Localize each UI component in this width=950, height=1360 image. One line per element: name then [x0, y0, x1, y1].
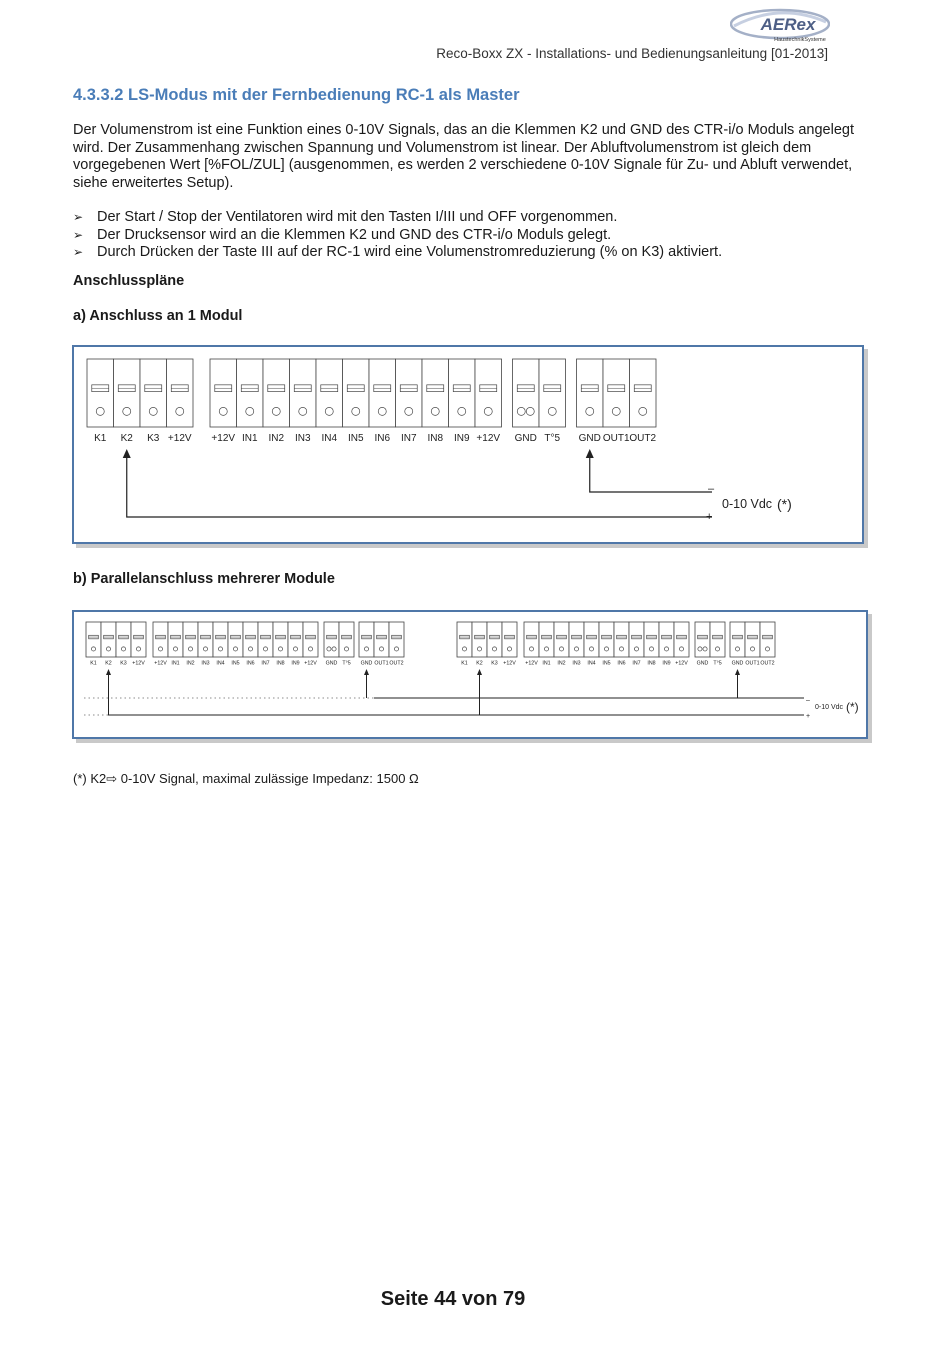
terminal-label: IN5 [231, 660, 240, 667]
terminal-in7 [396, 359, 423, 444]
terminal-k1 [87, 359, 114, 444]
k2-wire [127, 455, 712, 517]
terminal-in1 [539, 622, 554, 666]
terminal-label: IN4 [216, 660, 225, 667]
terminal-in2 [554, 622, 569, 666]
terminal-label: GND [578, 433, 601, 444]
terminal-t5 [710, 622, 725, 666]
terminal-12v [524, 622, 539, 666]
document-header-title: Reco-Boxx ZX - Installations- und Bedienungsanleitung [01-2013] [436, 46, 828, 61]
terminal-k1 [86, 622, 101, 666]
terminal-in9 [449, 359, 476, 444]
list-item: ➢ Durch Drücken der Taste III auf der RC-1 wird eine Volumenstromreduzierung (% on K3) aktiviert. [73, 244, 723, 260]
arrow-bullet-icon: ➢ [73, 210, 84, 224]
terminal-label: K3 [491, 660, 498, 667]
terminal-label: K2 [105, 660, 112, 667]
terminal-label: K3 [147, 433, 160, 444]
terminal-in7 [258, 622, 273, 666]
terminal-label: IN9 [291, 660, 300, 667]
terminal-k3 [487, 622, 502, 666]
terminal-in4 [213, 622, 228, 666]
terminal-label: IN6 [246, 660, 255, 667]
terminal-label: OUT1 [374, 660, 389, 667]
terminal-label: +12V [525, 660, 538, 667]
minus-label: – [806, 697, 810, 704]
wiring-diagram-parallel-modules [72, 610, 868, 739]
terminal-12v [303, 622, 318, 666]
terminal-out2 [389, 622, 404, 666]
terminal-label: K1 [94, 433, 107, 444]
terminal-label: GND [731, 660, 744, 667]
terminal-k1 [457, 622, 472, 666]
terminal-in2 [183, 622, 198, 666]
terminal-in9 [659, 622, 674, 666]
terminal-k2 [114, 359, 141, 444]
svg-text:AERex: AERex [760, 15, 816, 34]
terminal-label: IN7 [632, 660, 641, 667]
bullet-list [73, 209, 873, 262]
terminal-label: OUT1 [745, 660, 760, 667]
subheading-parallel-modules: b) Parallelanschluss mehrerer Module [73, 571, 335, 587]
terminal-k2 [472, 622, 487, 666]
terminal-label: IN4 [587, 660, 596, 667]
terminal-label: K1 [461, 660, 468, 667]
terminal-in4 [584, 622, 599, 666]
terminal-in6 [243, 622, 258, 666]
arrow-up-icon [123, 449, 131, 458]
arrow-up-icon [364, 669, 369, 675]
terminal-t5 [339, 622, 354, 666]
terminal-in5 [228, 622, 243, 666]
terminal-label: IN9 [662, 660, 671, 667]
terminal-label: IN4 [321, 433, 338, 444]
terminal-label: OUT1 [602, 433, 630, 444]
terminal-label: IN9 [453, 433, 470, 444]
terminal-in8 [273, 622, 288, 666]
terminal-in4 [316, 359, 343, 444]
terminal-label: +12V [211, 433, 236, 444]
terminal-label: IN1 [171, 660, 180, 667]
terminal-12v [167, 359, 194, 444]
aerex-logo [730, 8, 830, 44]
terminal-label: IN7 [400, 433, 417, 444]
svg-text:HaustechnikSysteme: HaustechnikSysteme [774, 37, 826, 43]
terminal-in8 [422, 359, 449, 444]
wiring-diagram-single-module [72, 345, 864, 544]
section-title: 4.3.3.2 LS-Modus mit der Fernbedienung RC-1 als Master [73, 86, 520, 104]
terminal-label: IN5 [602, 660, 611, 667]
terminal-out1 [745, 622, 760, 666]
terminal-label: +12V [476, 433, 501, 444]
terminal-label: IN6 [374, 433, 391, 444]
terminal-label: T°5 [713, 660, 722, 667]
terminal-in3 [569, 622, 584, 666]
terminal-label: IN2 [268, 433, 285, 444]
terminal-in1 [168, 622, 183, 666]
terminal-12v [131, 622, 146, 666]
terminal-label: IN8 [276, 660, 285, 667]
arrow-up-icon [735, 669, 740, 675]
section-paragraph: Der Volumenstrom ist eine Funktion eines 0-10V Signals, das an die Klemmen K2 und GND des CTR-i/o Moduls angelegt wird. Der Zusammenhang zwischen Spannung und Volumenstrom ist linear. Der Abluftvolumenstrom ist gleich dem vorgegebenen Wert [%FOL/ZUL] (ausgenommen, es werden 2 verschiedene 0-10V Signale für Zu- und Abluft verwendet, siehe erweitertes Setup). [73, 122, 854, 191]
terminal-in7 [629, 622, 644, 666]
arrow-up-icon [586, 449, 594, 458]
page-number: Seite 44 von 79 [380, 1288, 526, 1310]
terminal-label: K2 [120, 433, 133, 444]
terminal-in3 [290, 359, 317, 444]
terminal-out2 [629, 359, 656, 444]
plus-label: + [706, 511, 713, 523]
terminal-label: IN3 [201, 660, 210, 667]
terminal-label: GND [514, 433, 537, 444]
arrow-bullet-icon: ➢ [73, 227, 84, 242]
terminal-gnd [324, 622, 339, 666]
subheading-single-module: a) Anschluss an 1 Modul [73, 308, 243, 324]
terminal-label: +12V [132, 660, 145, 667]
terminal-gnd [730, 622, 745, 666]
terminal-12v [475, 359, 502, 444]
minus-label: – [708, 483, 715, 495]
terminal-label: OUT2 [389, 660, 404, 667]
terminal-gnd [577, 359, 604, 444]
terminal-gnd [695, 622, 710, 666]
terminal-k3 [140, 359, 167, 444]
signal-note: (*) [777, 496, 792, 512]
terminal-label: +12V [167, 433, 192, 444]
list-item: ➢ Der Drucksensor wird an die Klemmen K2 und GND des CTR-i/o Moduls gelegt. [73, 226, 612, 243]
terminal-label: K2 [476, 660, 483, 667]
footnote: (*) K2⇨ 0-10V Signal, maximal zulässige Impedanz: 1500 Ω [73, 771, 419, 786]
terminal-t5 [539, 359, 566, 444]
terminal-label: IN3 [294, 433, 311, 444]
terminal-in5 [599, 622, 614, 666]
terminal-label: IN1 [241, 433, 258, 444]
terminal-label: T°5 [342, 660, 351, 667]
connection-plans-heading: Anschlusspläne [73, 273, 185, 289]
terminal-in1 [237, 359, 264, 444]
terminal-in5 [343, 359, 370, 444]
terminal-12v [210, 359, 237, 444]
terminal-label: +12V [304, 660, 317, 667]
terminal-label: IN7 [261, 660, 270, 667]
terminal-label: GND [325, 660, 338, 667]
arrow-bullet-icon: ➢ [73, 245, 84, 259]
terminal-k2 [101, 622, 116, 666]
terminal-label: GND [360, 660, 373, 667]
terminal-12v [674, 622, 689, 666]
terminal-12v [153, 622, 168, 666]
terminal-label: +12V [675, 660, 688, 667]
terminal-gnd [513, 359, 540, 444]
terminal-label: OUT2 [629, 433, 657, 444]
terminal-label: IN3 [572, 660, 581, 667]
terminal-out2 [760, 622, 775, 666]
signal-label: 0-10 Vdc [815, 704, 844, 711]
terminal-out1 [374, 622, 389, 666]
terminal-12v [502, 622, 517, 666]
signal-note: (*) [846, 700, 859, 714]
arrow-up-icon [477, 669, 482, 675]
terminal-label: IN5 [347, 433, 364, 444]
terminal-label: IN8 [427, 433, 444, 444]
terminal-label: GND [696, 660, 709, 667]
terminal-label: +12V [154, 660, 167, 667]
arrow-up-icon [106, 669, 111, 675]
list-item: ➢ Der Start / Stop der Ventilatoren wird mit den Tasten I/III und OFF vorgenommen. [73, 209, 618, 225]
terminal-label: K3 [120, 660, 127, 667]
terminal-label: K1 [90, 660, 97, 667]
terminal-label: OUT2 [760, 660, 775, 667]
terminal-in9 [288, 622, 303, 666]
terminal-gnd [359, 622, 374, 666]
plus-label: + [806, 713, 811, 720]
gnd-wire [590, 455, 712, 492]
terminal-in6 [614, 622, 629, 666]
terminal-in6 [369, 359, 396, 444]
terminal-label: T°5 [544, 433, 561, 444]
terminal-label: IN2 [557, 660, 566, 667]
terminal-label: IN2 [186, 660, 195, 667]
terminal-in8 [644, 622, 659, 666]
terminal-in3 [198, 622, 213, 666]
signal-label: 0-10 Vdc [722, 497, 773, 511]
terminal-label: IN6 [617, 660, 626, 667]
terminal-label: IN8 [647, 660, 656, 667]
terminal-label: IN1 [542, 660, 551, 667]
terminal-out1 [603, 359, 630, 444]
terminal-k3 [116, 622, 131, 666]
terminal-in2 [263, 359, 290, 444]
terminal-label: +12V [503, 660, 516, 667]
